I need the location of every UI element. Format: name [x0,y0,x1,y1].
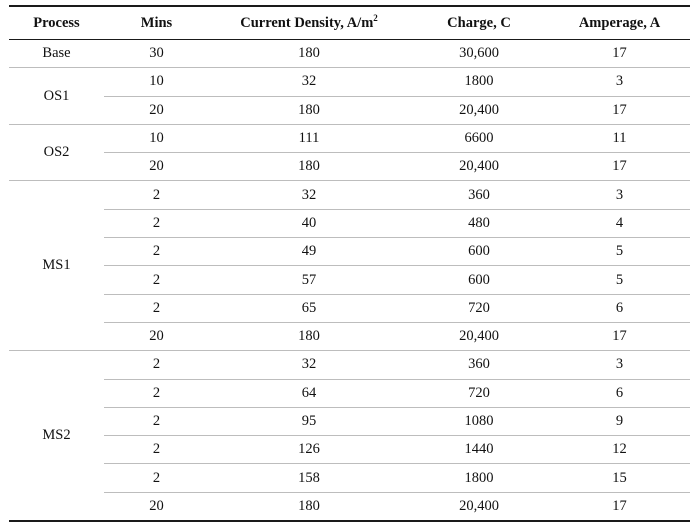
current-density-cell: 65 [209,294,409,322]
current-density-cell: 180 [209,492,409,521]
table-row [9,266,690,294]
charge-cell: 20,400 [409,96,549,124]
current-density-cell: 180 [209,40,409,68]
mins-cell: 2 [104,436,209,464]
charge-cell: 720 [409,379,549,407]
current-density-cell: 158 [209,464,409,492]
process-cell: OS1 [9,68,104,125]
mins-cell: 20 [104,96,209,124]
amperage-cell: 5 [549,266,690,294]
mins-cell: 2 [104,379,209,407]
process-cell: OS2 [9,124,104,181]
mins-cell: 30 [104,40,209,68]
table-row [9,436,690,464]
amperage-cell: 4 [549,209,690,237]
table-row [9,379,690,407]
header-charge: Charge, C [409,6,549,40]
current-density-cell: 32 [209,68,409,96]
table-row [9,181,690,209]
process-cell: MS2 [9,351,104,521]
amperage-cell: 6 [549,379,690,407]
table-row [9,492,690,521]
process-table-container [9,5,690,522]
charge-cell: 600 [409,266,549,294]
current-density-cell: 180 [209,322,409,350]
mins-cell: 2 [104,238,209,266]
mins-cell: 10 [104,68,209,96]
amperage-cell: 17 [549,96,690,124]
amperage-cell: 6 [549,294,690,322]
amperage-cell: 11 [549,124,690,152]
header-process: Process [9,6,104,40]
charge-cell: 6600 [409,124,549,152]
mins-cell: 2 [104,464,209,492]
amperage-cell: 17 [549,153,690,181]
table-body [9,40,690,522]
charge-cell: 720 [409,294,549,322]
table-row [9,209,690,237]
current-density-cell: 111 [209,124,409,152]
amperage-cell: 3 [549,68,690,96]
amperage-cell: 15 [549,464,690,492]
current-density-cell: 180 [209,153,409,181]
amperage-cell: 9 [549,407,690,435]
mins-cell: 2 [104,181,209,209]
mins-cell: 2 [104,407,209,435]
table-row [9,40,690,68]
amperage-cell: 17 [549,492,690,521]
charge-cell: 360 [409,351,549,379]
charge-cell: 1800 [409,464,549,492]
current-density-cell: 57 [209,266,409,294]
amperage-cell: 17 [549,40,690,68]
charge-cell: 600 [409,238,549,266]
charge-cell: 20,400 [409,153,549,181]
charge-cell: 30,600 [409,40,549,68]
table-row [9,124,690,152]
amperage-cell: 12 [549,436,690,464]
mins-cell: 20 [104,322,209,350]
current-density-cell: 180 [209,96,409,124]
table-row [9,464,690,492]
mins-cell: 2 [104,351,209,379]
current-density-cell: 126 [209,436,409,464]
current-density-cell: 49 [209,238,409,266]
header-current-density [209,6,409,40]
charge-cell: 1080 [409,407,549,435]
table-row [9,322,690,350]
mins-cell: 2 [104,266,209,294]
table-row [9,407,690,435]
charge-cell: 20,400 [409,492,549,521]
header-current-density-label: Current Density, A/m [240,14,374,31]
current-density-cell: 32 [209,351,409,379]
header-amperage: Amperage, A [549,6,690,40]
table-row [9,96,690,124]
mins-cell: 20 [104,153,209,181]
charge-cell: 360 [409,181,549,209]
header-row [9,6,690,40]
header-mins: Mins [104,6,209,40]
process-table [9,5,690,522]
mins-cell: 2 [104,294,209,322]
amperage-cell: 3 [549,351,690,379]
table-row [9,153,690,181]
process-cell: MS1 [9,181,104,351]
amperage-cell: 3 [549,181,690,209]
table-row [9,294,690,322]
amperage-cell: 17 [549,322,690,350]
mins-cell: 2 [104,209,209,237]
table-row [9,68,690,96]
table-header [9,6,690,40]
header-current-density-superscript: 2 [373,12,378,23]
table-row [9,351,690,379]
current-density-cell: 64 [209,379,409,407]
charge-cell: 480 [409,209,549,237]
charge-cell: 20,400 [409,322,549,350]
process-cell: Base [9,40,104,68]
charge-cell: 1440 [409,436,549,464]
table-row [9,238,690,266]
mins-cell: 20 [104,492,209,521]
current-density-cell: 95 [209,407,409,435]
mins-cell: 10 [104,124,209,152]
current-density-cell: 40 [209,209,409,237]
amperage-cell: 5 [549,238,690,266]
charge-cell: 1800 [409,68,549,96]
current-density-cell: 32 [209,181,409,209]
